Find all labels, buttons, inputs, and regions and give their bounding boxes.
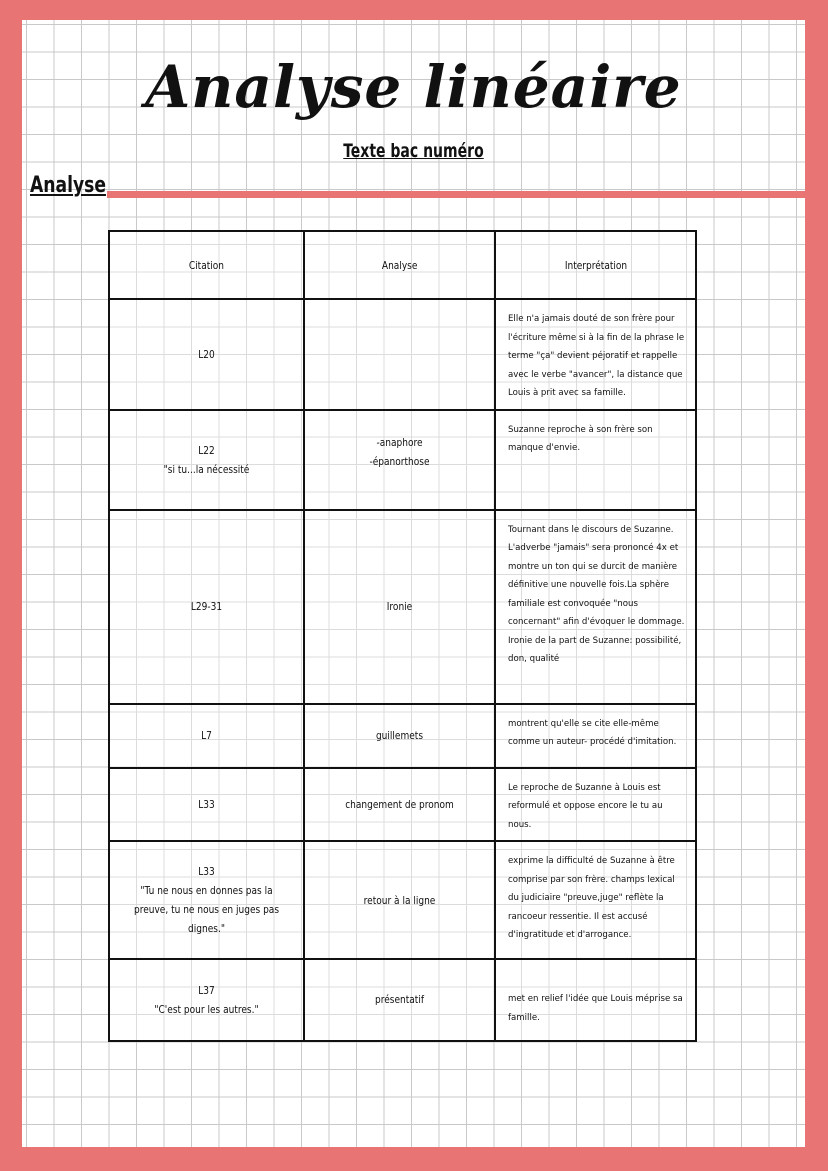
table-row — [109, 299, 696, 410]
interpretation-cell: met en relief l'idée que Louis méprise sa famille. — [495, 959, 696, 1041]
interpretation-cell: montrent qu'elle se cite elle-même comme un auteur- procédé d'imitation. — [495, 704, 696, 768]
header-interpretation: Interprétation — [495, 231, 696, 299]
table-row — [109, 410, 696, 510]
interpretation-cell: Le reproche de Suzanne à Louis est reformulé et oppose encore le tu au nous. — [495, 768, 696, 842]
page-subtitle: Texte bac numéro — [343, 140, 484, 162]
table-row — [109, 768, 696, 842]
worksheet-page — [22, 20, 805, 1147]
table-row — [109, 841, 696, 959]
page-title: Analyse linéaire — [145, 53, 682, 121]
interpretation-cell: exprime la difficulté de Suzanne à être comprise par son frère. champs lexical du judiciaire "preuve,juge" reflète la rancoeur ressentie. Il est accusé d'ingratitude et d'arrogance. — [495, 841, 696, 959]
section-label: Analyse — [30, 173, 107, 198]
header-citation: Citation — [109, 231, 304, 299]
interpretation-cell: Suzanne reproche à son frère son manque d'envie. — [495, 410, 696, 510]
analyse-cell: changement de pronom — [304, 768, 495, 842]
citation-cell: L33 "Tu ne nous en donnes pas la preuve, tu ne nous en juges pas dignes." — [109, 841, 304, 959]
analyse-cell: retour à la ligne — [304, 841, 495, 959]
table-row — [109, 704, 696, 768]
citation-cell: L22 "si tu...la nécessité — [109, 410, 304, 510]
citation-cell: L37 "C'est pour les autres." — [109, 959, 304, 1041]
interpretation-cell: Tournant dans le discours de Suzanne. L'adverbe "jamais" sera prononcé 4x et montre un ton qui se durcit de manière définitive une nouvelle fois.La sphère familiale est convoquée "nous concernant" afin d'évoquer le dommage. Ironie de la part de Suzanne: possibilité, don, qualité — [495, 510, 696, 704]
table-row — [109, 959, 696, 1041]
section-divider — [107, 191, 805, 198]
citation-cell: L33 — [109, 768, 304, 842]
analyse-cell: présentatif — [304, 959, 495, 1041]
citation-cell: L20 — [109, 299, 304, 410]
citation-cell: L29-31 — [109, 510, 304, 704]
analysis-table — [108, 230, 697, 1042]
analyse-cell: guillemets — [304, 704, 495, 768]
interpretation-cell: Elle n'a jamais douté de son frère pour l'écriture même si à la fin de la phrase le terme "ça" devient péjoratif et rappelle avec le verbe "avancer", la distance que Louis à prit avec sa famille. — [495, 299, 696, 410]
table-header-row — [109, 231, 696, 299]
table-row — [109, 510, 696, 704]
header-analyse: Analyse — [304, 231, 495, 299]
analyse-cell: Ironie — [304, 510, 495, 704]
analyse-cell: -anaphore -épanorthose — [304, 410, 495, 510]
citation-cell: L7 — [109, 704, 304, 768]
analyse-cell — [304, 299, 495, 410]
